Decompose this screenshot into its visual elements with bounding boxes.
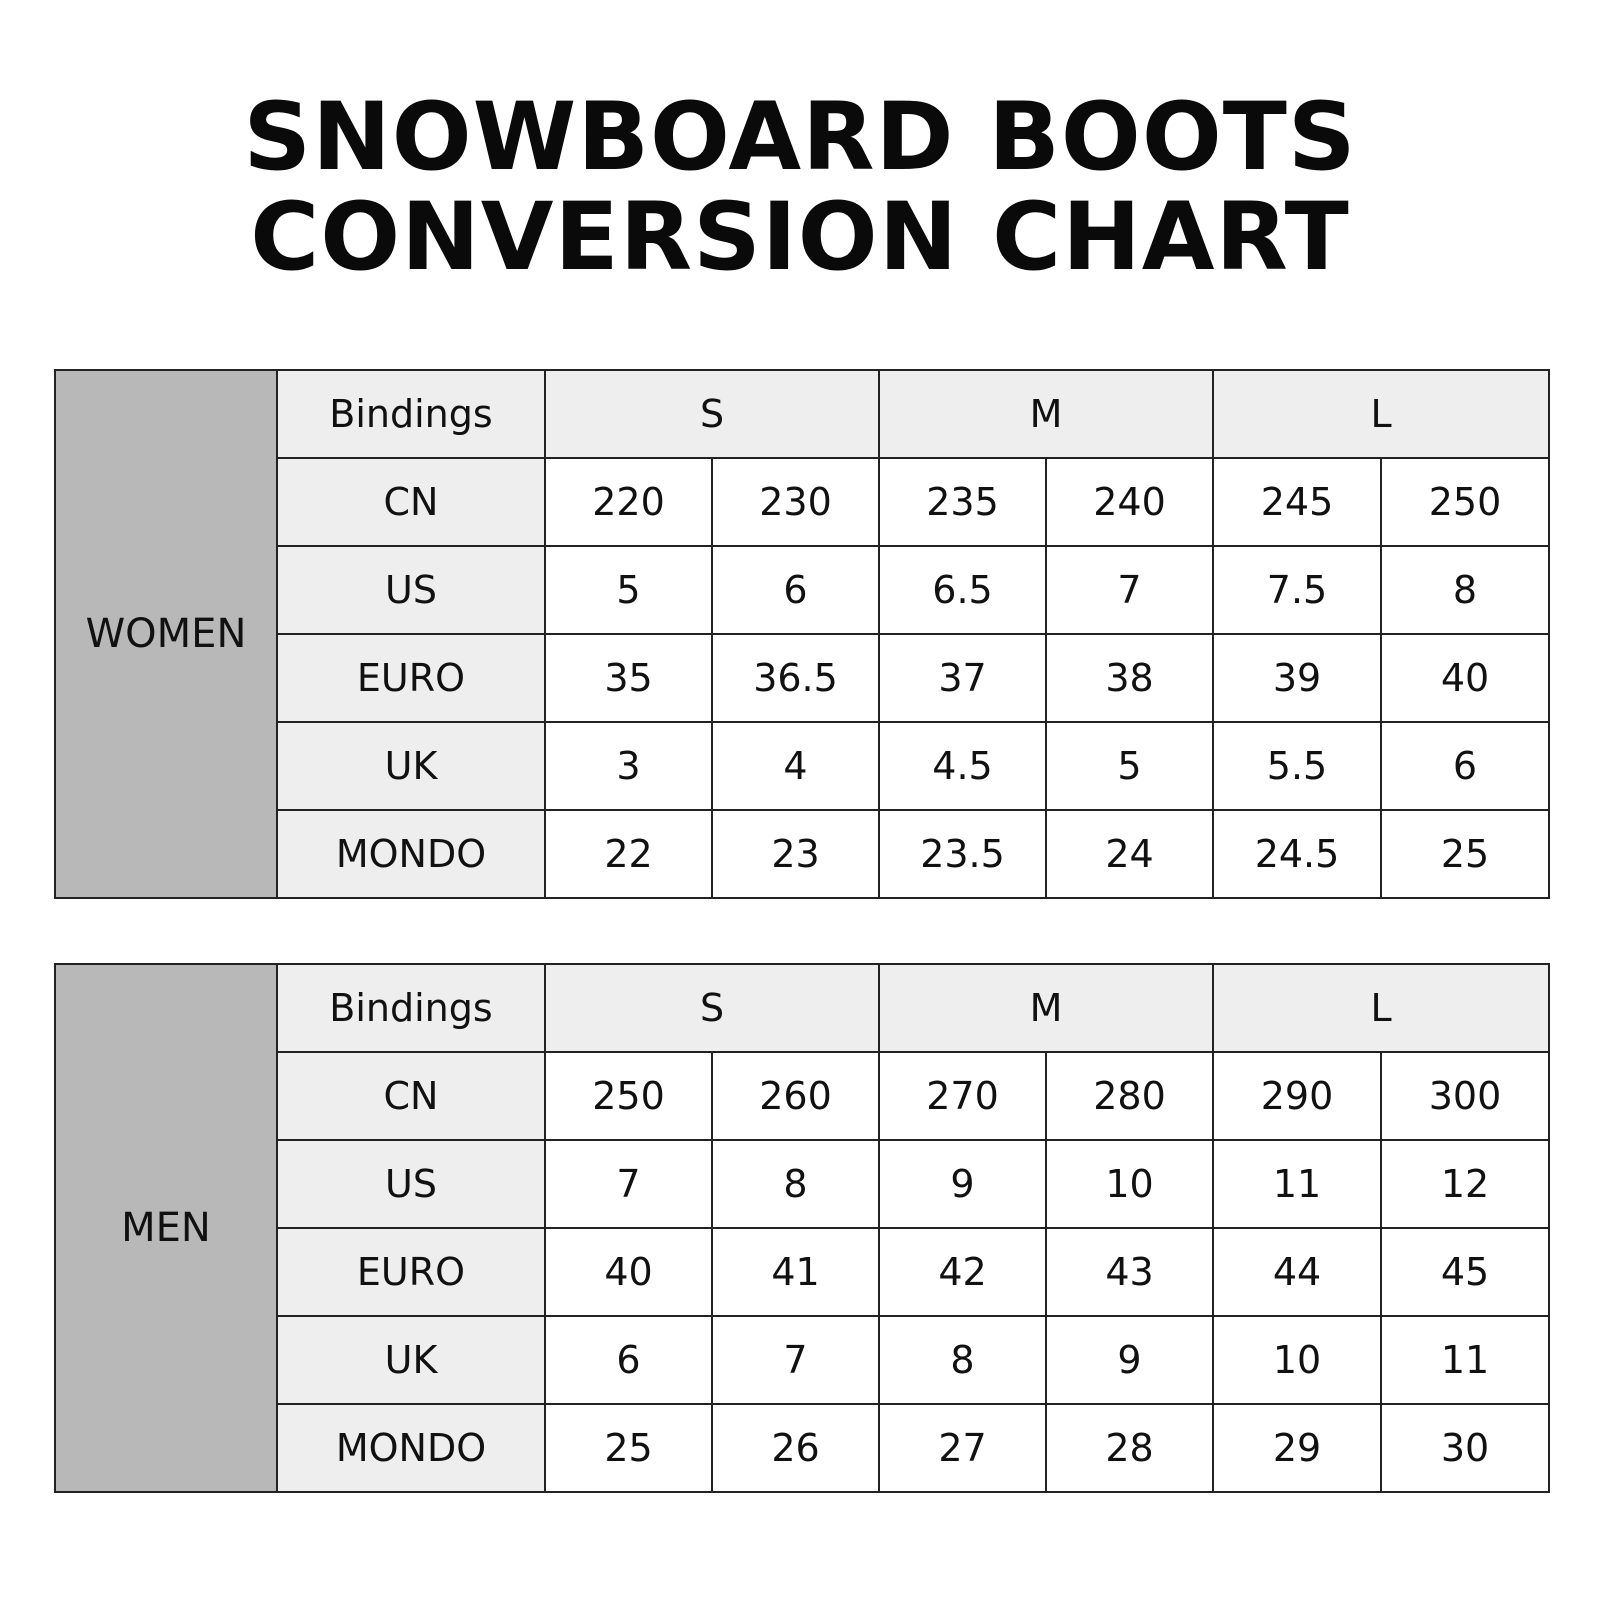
table-cell: 7 <box>712 1316 879 1404</box>
table-cell: 37 <box>879 634 1046 722</box>
table-cell: 25 <box>1381 810 1549 898</box>
table-cell: 42 <box>879 1228 1046 1316</box>
table-cell: 12 <box>1381 1140 1549 1228</box>
table-cell: 250 <box>545 1052 712 1140</box>
table-cell: 39 <box>1213 634 1381 722</box>
table-cell: 240 <box>1046 458 1213 546</box>
table-cell: 290 <box>1213 1052 1381 1140</box>
table-cell: 7 <box>545 1140 712 1228</box>
table-cell: 280 <box>1046 1052 1213 1140</box>
row-header-euro: EURO <box>277 634 545 722</box>
row-header-mondo: MONDO <box>277 810 545 898</box>
title-line-2: CONVERSION CHART <box>250 183 1350 292</box>
table-cell: 23.5 <box>879 810 1046 898</box>
table-cell: 5.5 <box>1213 722 1381 810</box>
binding-size-m: M <box>879 964 1213 1052</box>
binding-size-s: S <box>545 370 879 458</box>
table-cell: 5 <box>545 546 712 634</box>
table-cell: 25 <box>545 1404 712 1492</box>
binding-size-l: L <box>1213 964 1549 1052</box>
table-cell: 270 <box>879 1052 1046 1140</box>
table-cell: 24.5 <box>1213 810 1381 898</box>
table-cell: 23 <box>712 810 879 898</box>
table-cell: 43 <box>1046 1228 1213 1316</box>
table-cell: 28 <box>1046 1404 1213 1492</box>
table-cell: 9 <box>879 1140 1046 1228</box>
table-cell: 235 <box>879 458 1046 546</box>
table-row <box>55 722 1549 810</box>
table-cell: 250 <box>1381 458 1549 546</box>
group-label-men: MEN <box>55 964 277 1492</box>
table-cell: 45 <box>1381 1228 1549 1316</box>
table-cell: 10 <box>1046 1140 1213 1228</box>
table-row <box>55 1316 1549 1404</box>
table-cell: 24 <box>1046 810 1213 898</box>
table-cell: 30 <box>1381 1404 1549 1492</box>
table-cell: 11 <box>1213 1140 1381 1228</box>
group-label-women: WOMEN <box>55 370 277 898</box>
binding-size-l: L <box>1213 370 1549 458</box>
table-row <box>55 634 1549 722</box>
row-header-us: US <box>277 1140 545 1228</box>
row-header-mondo: MONDO <box>277 1404 545 1492</box>
page-title <box>0 83 1600 292</box>
table-cell: 4.5 <box>879 722 1046 810</box>
table-cell: 36.5 <box>712 634 879 722</box>
table-row <box>55 1140 1549 1228</box>
table-cell: 8 <box>879 1316 1046 1404</box>
table-cell: 7 <box>1046 546 1213 634</box>
table-cell: 29 <box>1213 1404 1381 1492</box>
row-header-us: US <box>277 546 545 634</box>
table-row <box>55 458 1549 546</box>
table-cell: 26 <box>712 1404 879 1492</box>
table-row <box>55 1052 1549 1140</box>
table-cell: 35 <box>545 634 712 722</box>
table-cell: 6.5 <box>879 546 1046 634</box>
row-header-cn: CN <box>277 458 545 546</box>
table-cell: 9 <box>1046 1316 1213 1404</box>
table-row <box>55 370 1549 458</box>
row-header-bindings: Bindings <box>277 370 545 458</box>
row-header-uk: UK <box>277 1316 545 1404</box>
table-cell: 11 <box>1381 1316 1549 1404</box>
table-cell: 8 <box>1381 546 1549 634</box>
men-size-table <box>54 963 1550 1493</box>
table-cell: 8 <box>712 1140 879 1228</box>
binding-size-s: S <box>545 964 879 1052</box>
table-cell: 7.5 <box>1213 546 1381 634</box>
table-cell: 44 <box>1213 1228 1381 1316</box>
table-row <box>55 810 1549 898</box>
row-header-cn: CN <box>277 1052 545 1140</box>
table-cell: 22 <box>545 810 712 898</box>
table-cell: 40 <box>1381 634 1549 722</box>
row-header-uk: UK <box>277 722 545 810</box>
row-header-euro: EURO <box>277 1228 545 1316</box>
table-cell: 6 <box>1381 722 1549 810</box>
table-cell: 40 <box>545 1228 712 1316</box>
table-row <box>55 1404 1549 1492</box>
table-cell: 3 <box>545 722 712 810</box>
table-cell: 10 <box>1213 1316 1381 1404</box>
table-cell: 4 <box>712 722 879 810</box>
table-cell: 5 <box>1046 722 1213 810</box>
row-header-bindings: Bindings <box>277 964 545 1052</box>
table-cell: 230 <box>712 458 879 546</box>
binding-size-m: M <box>879 370 1213 458</box>
women-size-table <box>54 369 1550 899</box>
table-cell: 6 <box>712 546 879 634</box>
table-cell: 38 <box>1046 634 1213 722</box>
table-cell: 27 <box>879 1404 1046 1492</box>
table-row <box>55 546 1549 634</box>
table-cell: 245 <box>1213 458 1381 546</box>
table-cell: 260 <box>712 1052 879 1140</box>
table-cell: 6 <box>545 1316 712 1404</box>
table-cell: 41 <box>712 1228 879 1316</box>
table-cell: 220 <box>545 458 712 546</box>
table-cell: 300 <box>1381 1052 1549 1140</box>
table-row <box>55 1228 1549 1316</box>
table-row <box>55 964 1549 1052</box>
title-line-1: SNOWBOARD BOOTS <box>243 83 1357 192</box>
